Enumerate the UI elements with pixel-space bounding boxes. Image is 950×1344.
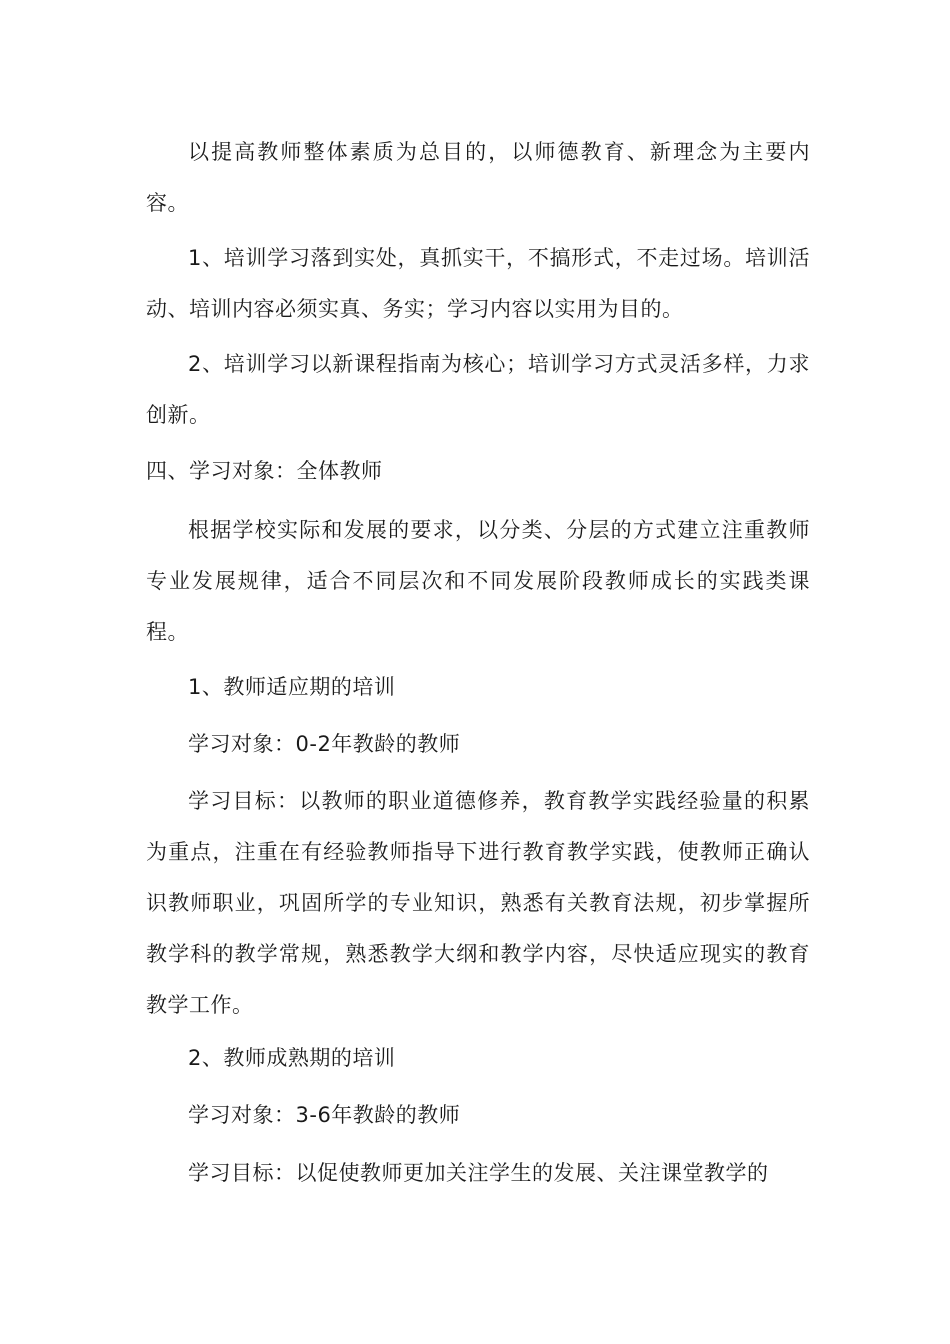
paragraph-maturity-targets: 学习对象：3-6年教龄的教师 bbox=[188, 1103, 461, 1127]
paragraph-adaptation-targets: 学习对象：0-2年教龄的教师 bbox=[188, 732, 461, 756]
paragraph-principle-1: 1、培训学习落到实处，真抓实干，不搞形式，不走过场。培训活动、培训内容必须实真、务实；学习内容以实用为目的。 bbox=[146, 246, 810, 321]
section-heading-learning-targets: 四、学习对象：全体教师 bbox=[146, 459, 383, 483]
subheading-maturity-training: 2、教师成熟期的培训 bbox=[188, 1046, 396, 1070]
subheading-adaptation-training: 1、教师适应期的培训 bbox=[188, 675, 396, 699]
paragraph-course-overview: 根据学校实际和发展的要求，以分类、分层的方式建立注重教师专业发展规律，适合不同层次和不同发展阶段教师成长的实践类课程。 bbox=[146, 518, 810, 644]
paragraph-maturity-goals: 学习目标：以促使教师更加关注学生的发展、关注课堂教学的 bbox=[188, 1161, 769, 1185]
paragraph-adaptation-goals: 学习目标：以教师的职业道德修养，教育教学实践经验量的积累为重点，注重在有经验教师指导下进行教育教学实践，使教师正确认识教师职业，巩固所学的专业知识，熟悉有关教育法规，初步掌握所教学科的教学常规，熟悉教学大纲和教学内容，尽快适应现实的教育教学工作。 bbox=[146, 789, 810, 1017]
paragraph-overall-goal: 以提高教师整体素质为总目的，以师德教育、新理念为主要内容。 bbox=[146, 140, 810, 215]
paragraph-principle-2: 2、培训学习以新课程指南为核心；培训学习方式灵活多样，力求创新。 bbox=[146, 352, 810, 427]
